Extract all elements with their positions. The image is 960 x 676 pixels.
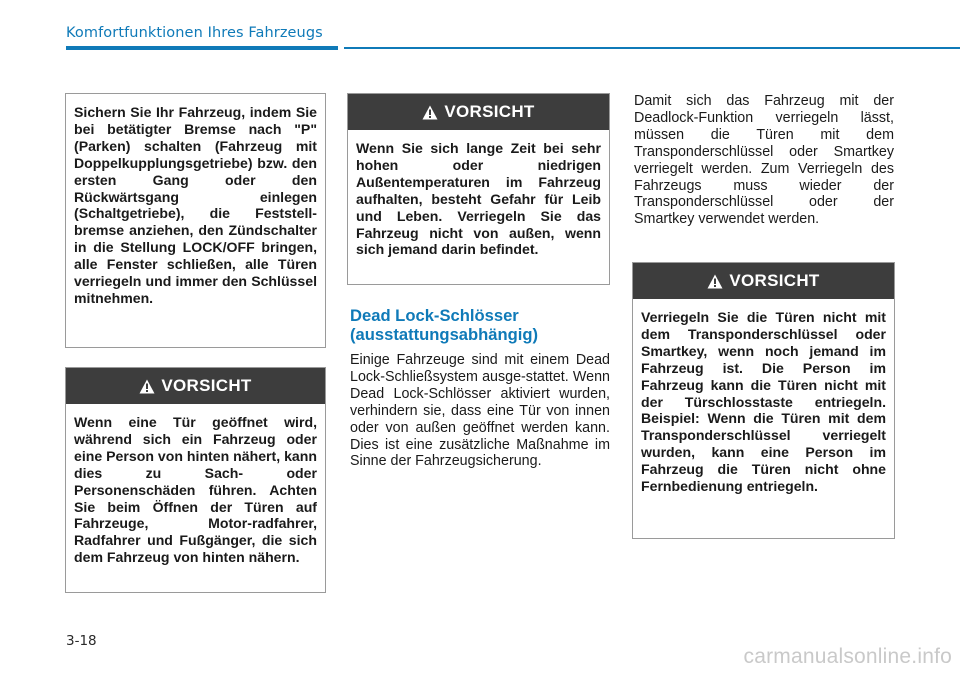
- warning-triangle-icon: [707, 274, 723, 289]
- header-title: Komfortfunktionen Ihres Fahrzeugs: [66, 25, 323, 41]
- watermark: carmanualsonline.info: [743, 645, 952, 668]
- caution-header: [66, 368, 325, 404]
- caution-text: Verriegeln Sie die Türen nicht mit dem Transponderschlüssel oder Smartkey, wenn noch jemand im Fahrzeug ist. Die Person im Fahrzeug kann die Türen nicht mit der Türschlosstaste entriegeln. Beispiel: Wenn die Türen mit dem Transponderschlüssel verriegelt wurden, kann eine Person im Fahrzeug die Türen nicht ohne Fernbedienung entriegeln.: [641, 309, 886, 495]
- caution-box-temperature: [347, 93, 610, 285]
- section-heading-line1: Dead Lock-Schlösser: [350, 306, 519, 325]
- section-heading-line2: (ausstattungsabhängig): [350, 324, 539, 344]
- caution-text: Wenn Sie sich lange Zeit bei sehr hohen oder niedrigen Außentemperaturen im Fahrzeug aufhalten, besteht Gefahr für Leib und Leben. Verriegeln Sie das Fahrzeug nicht von außen, wenn sich jemand darin befindet.: [356, 140, 601, 258]
- caution-header: [633, 263, 894, 299]
- warning-triangle-icon: [422, 105, 438, 120]
- note-text: Sichern Sie Ihr Fahrzeug, indem Sie bei betätigter Bremse nach "P" (Parken) schalten (Fahrzeug mit Doppelkupplungsgetriebe) bzw. den ersten Gang oder den Rückwärtsgang einlegen (Schaltgetriebe), die Feststell-bremse anziehen, den Zündschalter in die Stellung LOCK/OFF bringen, alle Fenster schließen, alle Türen verriegeln und immer den Schlüssel mitnehmen.: [74, 104, 317, 306]
- page-number: 3-18: [66, 633, 97, 649]
- caution-title: VORSICHT: [161, 376, 252, 395]
- warning-triangle-icon: [139, 379, 155, 394]
- header-rule-thick: [66, 46, 338, 50]
- section-heading: [350, 307, 610, 344]
- dead-lock-paragraph: Einige Fahrzeuge sind mit einem Dead Lock-Schließsystem ausge-stattet. Wenn Dead Lock-Schlösser aktiviert wurden, verhindern sie, dass eine Tür von innen oder von außen geöffnet werden kann. Dies ist eine zusätzliche Maßnahme im Sinne der Fahrzeugsicherung.: [350, 352, 610, 470]
- header-rule-thin: [344, 47, 960, 49]
- deadlock-intro-paragraph: Damit sich das Fahrzeug mit der Deadlock-Funktion verriegeln lässt, müssen die Türen mit dem Transponderschlüssel oder Smartkey verriegelt werden. Zum Verriegeln des Fahrzeugs muss wieder der Transponderschlüssel oder der Smartkey verwendet werden.: [634, 93, 894, 228]
- caution-header: [348, 94, 609, 130]
- caution-title: VORSICHT: [444, 102, 535, 121]
- caution-box-door: [65, 367, 326, 593]
- note-box: [65, 93, 326, 348]
- caution-box-lock-inside: [632, 262, 895, 539]
- caution-title: VORSICHT: [729, 271, 820, 290]
- caution-text: Wenn eine Tür geöffnet wird, während sich ein Fahrzeug oder eine Person von hinten nähert, kann dies zu Sach- oder Personenschäden führen. Achten Sie beim Öffnen der Türen auf Fahrzeuge, Motor-radfahrer, Radfahrer und Fußgänger, die sich dem Fahrzeug von hinten nähern.: [74, 414, 317, 566]
